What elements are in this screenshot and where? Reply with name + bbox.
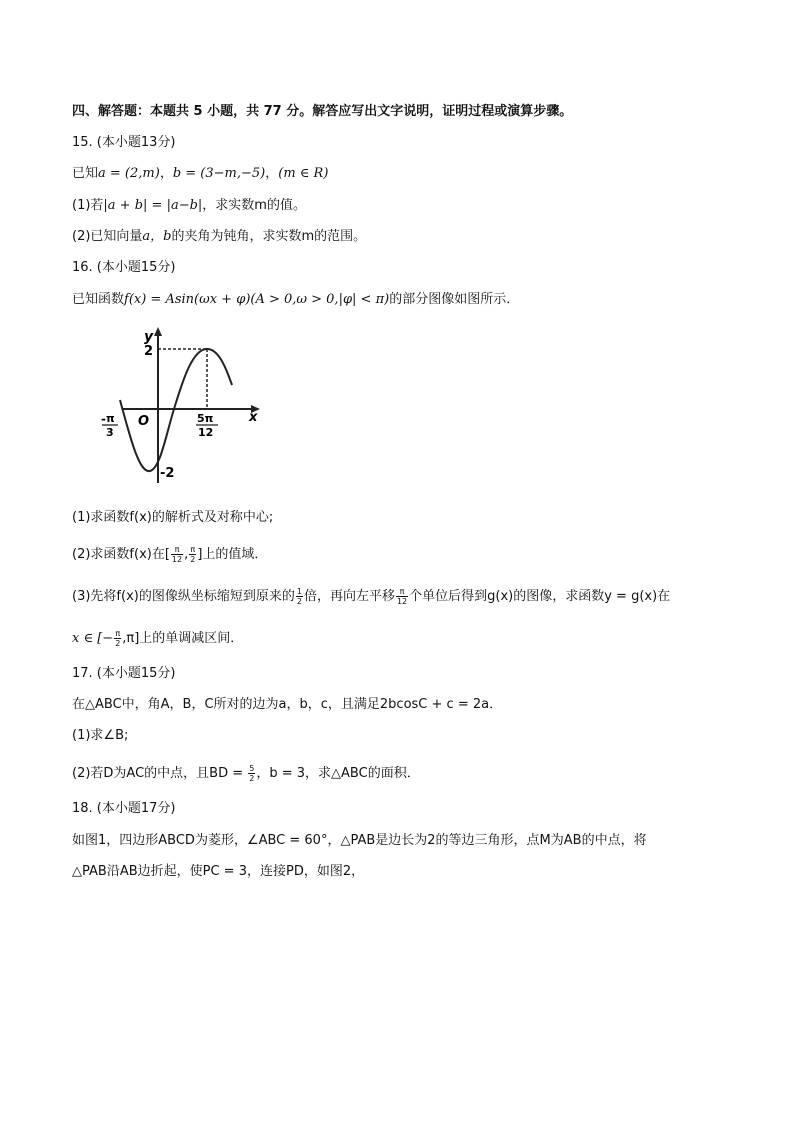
graph-x-label: x (249, 410, 258, 425)
q15-given-prefix: 已知 (72, 166, 99, 181)
q15-part1-equation: |a + b| = |a−b| (103, 198, 203, 213)
q17-part2-num: 5 (249, 764, 255, 773)
q16-part2-frac2-den: 2 (190, 555, 196, 564)
q18-line1: 如图1，四边形ABCD为菱形，∠ABC = 60°，△PAB是边长为2的等边三角形，点M为AB的中点，将 (72, 833, 647, 848)
q18-line2: △PAB沿AB边折起，使PC = 3，连接PD，如图2， (72, 864, 365, 879)
q15-part1-suffix: ，求实数m的值。 (202, 198, 306, 213)
graph-y-min-label: -2 (160, 466, 175, 481)
q16-part2-suffix: 上的值域． (202, 547, 268, 562)
q15-part2-vectors: a，b (142, 229, 172, 244)
q17-part2-frac (248, 764, 255, 783)
graph-y-label: y (144, 329, 154, 345)
q16-part2-frac1 (171, 545, 183, 564)
q16-function: f(x) = Asin(ωx + φ)(A > 0,ω > 0,|φ| < π) (124, 292, 390, 307)
q16-part3-line2-a: x ∈ [− (72, 631, 114, 646)
q16-part3-frac-den: 2 (296, 597, 302, 606)
q16-part3-a: (3)先将f(x)的图像纵坐标缩短到原来的 (72, 589, 295, 604)
q16-part3-line2-b: ,π]上的单调减区间． (122, 631, 244, 646)
q16-part3-line2-frac (114, 629, 121, 648)
q15-part1 (72, 197, 306, 215)
q17-given: 在△ABC中，角A，B，C所对的边为a，b，c，且满足2bcosC + c = 2a． (72, 697, 503, 712)
q17-header: 17. (本小题15分) (72, 666, 176, 681)
graph-x-right-numerator: 5π (197, 412, 214, 425)
q16-part3-frac (296, 587, 303, 606)
graph-x-left-denominator: 3 (106, 426, 114, 439)
q16-part3-b: 倍，再向左平移 (303, 589, 395, 604)
q17-part2-b: ，b = 3，求△ABC的面积． (256, 766, 420, 781)
q16-part3-shift-frac (396, 587, 408, 606)
q16-part3-line2 (72, 629, 243, 648)
q16-part3-line2-den: 2 (115, 639, 121, 648)
q16-part3-shift-num: π (396, 587, 408, 597)
q16-part1: (1)求函数f(x)的解析式及对称中心; (72, 510, 274, 525)
q15-condition: (m ∈ R) (278, 166, 329, 181)
q17-part1: (1)求∠B; (72, 728, 129, 743)
q16-part3-c: 个单位后得到g(x)的图像，求函数y = g(x)在 (409, 589, 671, 604)
q16-part3-frac-num: 1 (296, 587, 302, 596)
q17-part2 (72, 764, 420, 783)
q17-part2-a: (2)若D为AC的中点，且BD = (72, 766, 244, 781)
graph-y-max-label: 2 (144, 344, 154, 359)
graph-sine-curve (120, 349, 232, 471)
graph-x-left-minus: - (101, 412, 106, 426)
q16-given (72, 291, 519, 309)
q18-header: 18. (本小题17分) (72, 801, 176, 816)
q16-given-suffix: 的部分图像如图所示． (389, 292, 520, 307)
q15-header: 15. (本小题13分) (72, 135, 176, 150)
q17-part2-den: 2 (249, 774, 255, 783)
q15-part2-suffix: 的夹角为钝角，求实数m的范围。 (171, 229, 367, 244)
q15-part1-prefix: (1)若 (72, 198, 104, 213)
q16-part3-line2-num: π (115, 629, 121, 638)
q16-part2: (2)求函数f(x)在[ $\frac{\pi}{12}$ , $\frac{\pi}{2}$ ]上的值域． (72, 545, 268, 564)
q16-part2-frac2-num: π (190, 545, 196, 554)
q15-vector-a: a = (2,m) (98, 166, 160, 181)
q16-part2-prefix: (2)求函数f(x)在 (72, 547, 165, 562)
graph-x-right-denominator: 12 (198, 426, 214, 439)
graph-origin-label: O (138, 414, 150, 429)
section-heading: 四、解答题：本题共 5 小题，共 77 分。解答应写出文字说明，证明过程或演算步骤。 (72, 104, 573, 119)
q16-part2-frac2 (189, 545, 196, 564)
q15-vector-b: b = (3−m,−5) (172, 166, 266, 181)
q16-given-prefix: 已知函数 (72, 292, 125, 307)
q15-given: 已知a = (2,m)，b = (3−m,−5)，(m ∈ R) (72, 166, 329, 181)
q15-part2 (72, 228, 366, 246)
q16-part3-line1 (72, 587, 670, 606)
q16-part2-frac1-num: π (171, 545, 183, 555)
q16-header: 16. (本小题15分) (72, 260, 176, 275)
q15-part2-prefix: (2)已知向量 (72, 229, 143, 244)
q16-part2-frac1-den: 12 (171, 555, 183, 564)
q16-part3-shift-den: 12 (396, 597, 408, 606)
graph-x-left-numerator: π (106, 412, 115, 425)
q16-function-graph (92, 325, 270, 487)
graph-y-axis-arrow (154, 327, 162, 336)
